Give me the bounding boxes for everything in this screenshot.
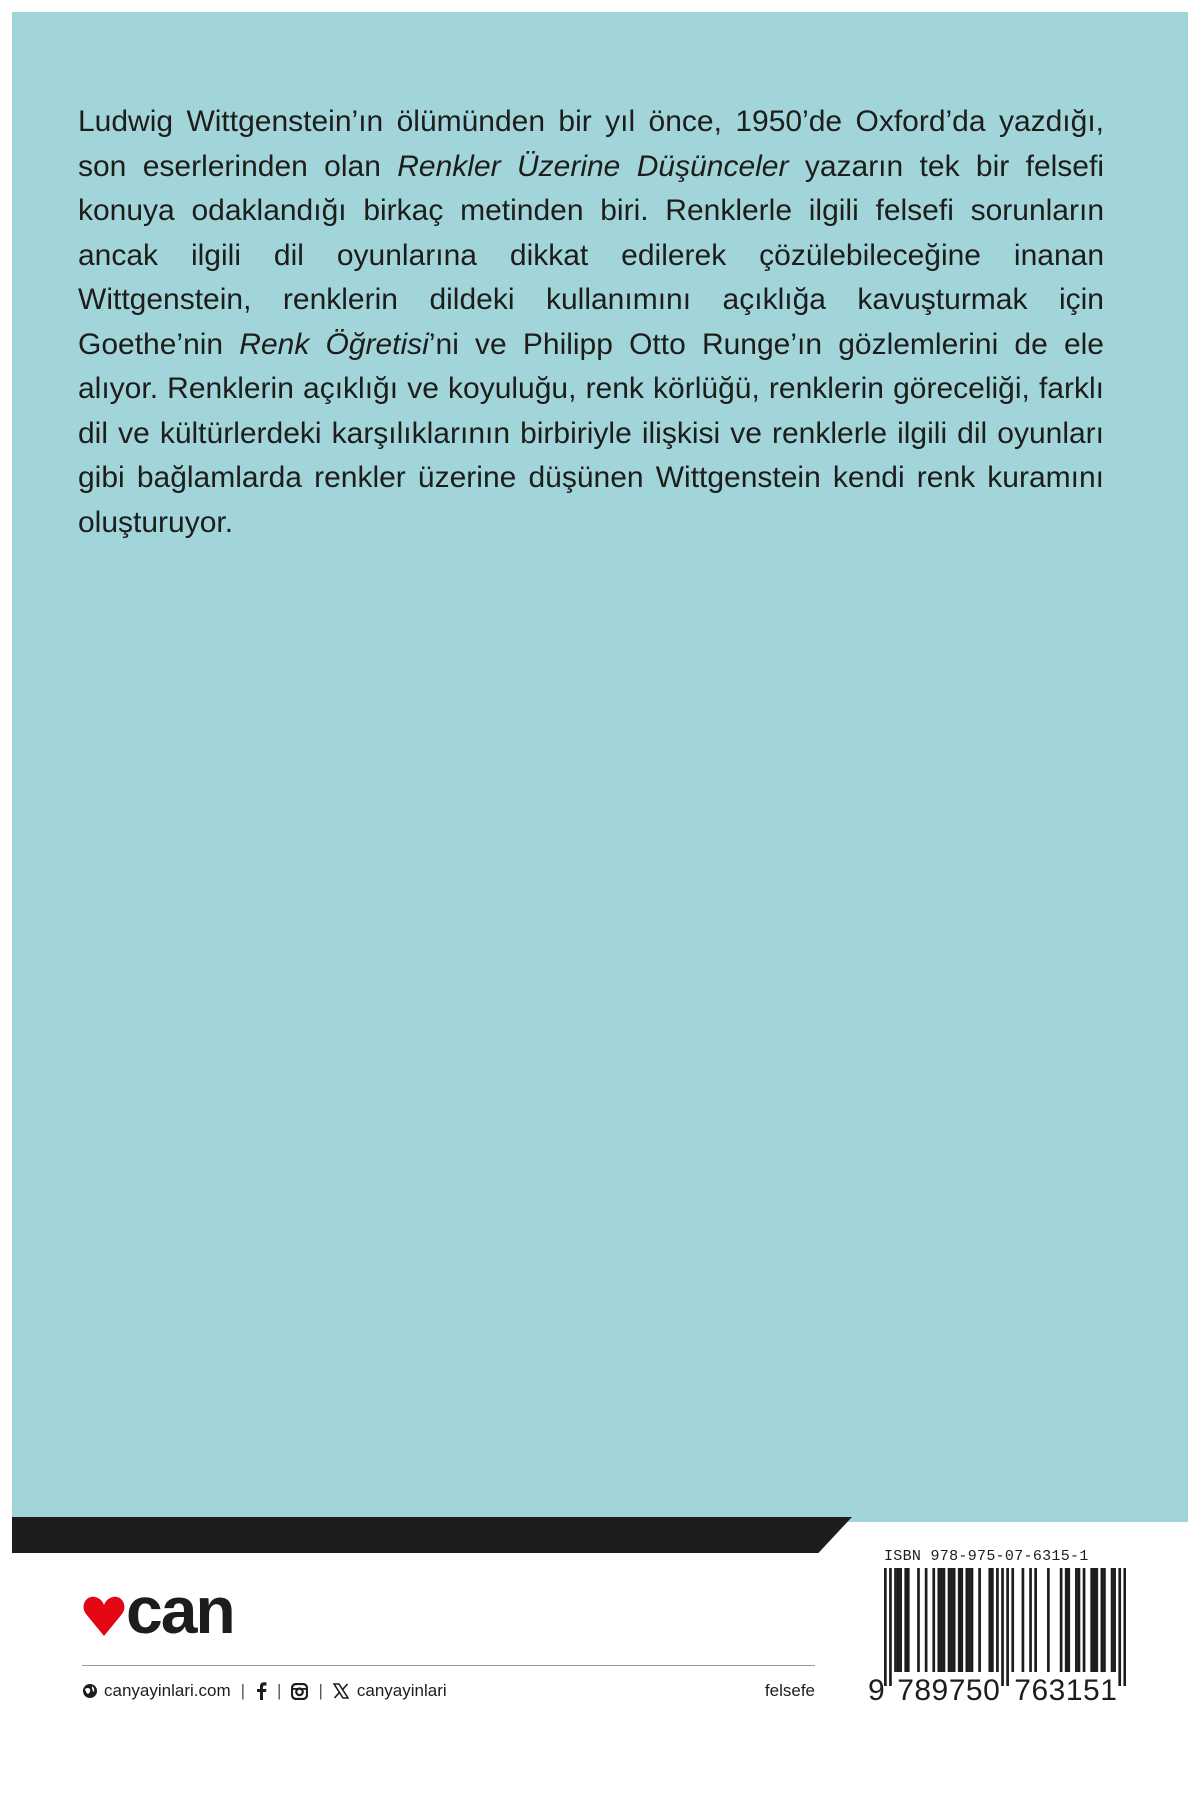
instagram-icon[interactable]: [291, 1683, 308, 1700]
barcode-bar: [1047, 1568, 1050, 1672]
barcode-bar: [940, 1568, 943, 1672]
footer-separator: |: [277, 1681, 282, 1700]
barcode-bar: [925, 1568, 928, 1672]
barcode-bar: [932, 1568, 935, 1672]
barcode-bar: [1083, 1568, 1086, 1672]
barcode: [884, 1568, 1126, 1686]
blurb-part-1: Ludwig Wittgenstein’ın ölümünden bir yıl önce, 1950’de Oxford’da yazdığı, son eserlerinden olan: [78, 105, 1104, 183]
barcode-bar: [1090, 1568, 1093, 1672]
barcode-guard-bar: [1118, 1568, 1121, 1686]
barcode-guard-bar: [1006, 1568, 1009, 1686]
footer-divider: [82, 1665, 815, 1666]
barcode-bar: [917, 1568, 920, 1672]
barcode-bar: [991, 1568, 994, 1672]
book-back-cover: [12, 12, 1188, 1788]
barcode-bar: [937, 1568, 940, 1672]
social-handle[interactable]: canyayinlari: [356, 1681, 447, 1700]
barcode-bar: [1011, 1568, 1014, 1672]
blurb-text: [78, 100, 1104, 545]
barcode-guard-bar: [1123, 1568, 1126, 1686]
barcode-bar: [1078, 1568, 1081, 1672]
dark-band: [12, 1517, 852, 1553]
barcode-bar: [904, 1568, 907, 1672]
barcode-bar: [1060, 1568, 1063, 1672]
barcode-bar: [971, 1568, 974, 1672]
blurb-title-2: Renk Öğretisi: [239, 327, 429, 361]
barcode-bar: [1103, 1568, 1106, 1672]
barcode-right-group: 763151: [1014, 1674, 1118, 1707]
blurb-title-1: Renkler Üzerine Düşünceler: [397, 149, 789, 183]
barcode-bar: [958, 1568, 961, 1672]
barcode-bar: [1029, 1568, 1032, 1672]
barcode-digits: [868, 1674, 1136, 1708]
barcode-bar: [1022, 1568, 1025, 1672]
barcode-bar: [1111, 1568, 1114, 1672]
blurb-part-3: ’ni ve Philipp Otto Runge’ın gözlemlerini de ele alıyor. Renklerin açıklığı ve koyuluğu, renk körlüğü, renklerin göreceliği, farklı dil ve kültürlerdeki karşılıklarının birbiriyle ilişkisi ve renklerle ilgili dil oyunları gibi bağlamlarda renkler üzerine düşünen Wittgenstein kendi renk kuramını oluşturuyor.: [78, 327, 1104, 539]
barcode-left-group: 789750: [897, 1674, 1001, 1707]
barcode-bar: [1065, 1568, 1068, 1672]
footer-separator: |: [240, 1681, 246, 1700]
website-link[interactable]: canyayinlari.com: [104, 1681, 231, 1700]
publisher-logo: [82, 1573, 282, 1647]
barcode-guard-bar: [889, 1568, 892, 1686]
barcode-bar: [996, 1568, 999, 1672]
barcode-bar: [899, 1568, 902, 1672]
barcode-guard-bar: [884, 1568, 887, 1686]
barcode-bar: [1093, 1568, 1096, 1672]
heart-icon: [82, 1594, 126, 1638]
globe-icon: [82, 1683, 98, 1699]
barcode-bar: [894, 1568, 897, 1672]
barcode-bar: [1034, 1568, 1037, 1672]
barcode-guard-bar: [1001, 1568, 1004, 1686]
barcode-bar: [950, 1568, 953, 1672]
barcode-bar: [1101, 1568, 1104, 1672]
barcode-bar: [1075, 1568, 1078, 1672]
barcode-bar: [966, 1568, 969, 1672]
facebook-icon[interactable]: [255, 1682, 267, 1700]
teal-panel: [12, 12, 1188, 1522]
barcode-bar: [960, 1568, 963, 1672]
x-icon[interactable]: [333, 1683, 349, 1699]
footer-bar: [82, 1678, 815, 1704]
barcode-first-digit: 9: [868, 1674, 886, 1707]
barcode-bar: [953, 1568, 956, 1672]
barcode-bar: [907, 1568, 910, 1672]
barcode-bar: [948, 1568, 951, 1672]
barcode-bar: [897, 1568, 900, 1672]
barcode-bar: [988, 1568, 991, 1672]
isbn-label: ISBN 978-975-07-6315-1: [884, 1548, 1089, 1565]
publisher-wordmark: can: [126, 1573, 234, 1647]
barcode-bar: [1095, 1568, 1098, 1672]
barcode-bar: [1067, 1568, 1070, 1672]
genre-label: felsefe: [764, 1681, 815, 1700]
footer-separator: |: [318, 1681, 323, 1700]
barcode-bar: [978, 1568, 981, 1672]
barcode-bar: [968, 1568, 971, 1672]
barcode-bar: [1113, 1568, 1116, 1672]
blurb-part-2: yazarın tek bir felsefi konuya odaklandığı birkaç metinden biri. Renklerle ilgili felsefi sorunların ancak ilgili dil oyunlarına dikkat edilerek çözülebileceğine inanan Wittgenstein, renklerin dildeki kullanımını açıklığa kavuşturmak için Goethe’nin: [78, 149, 1104, 361]
barcode-bar: [943, 1568, 946, 1672]
